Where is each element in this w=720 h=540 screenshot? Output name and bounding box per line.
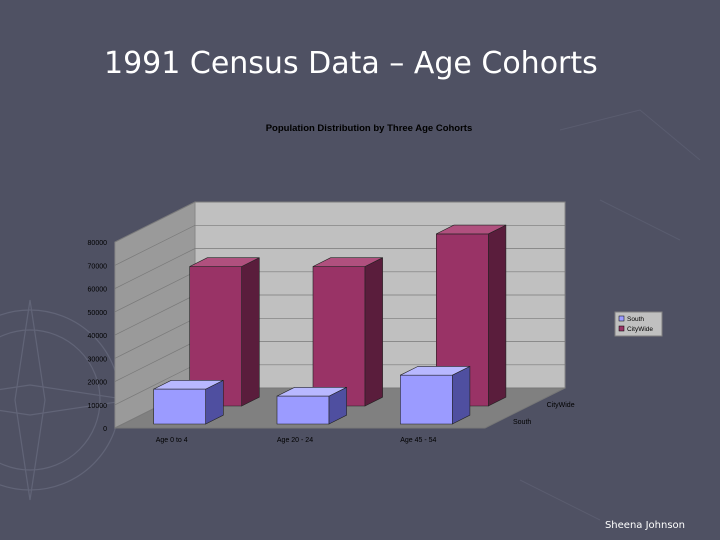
y-tick-label: 10000 (87, 402, 107, 410)
y-tick-label: 40000 (87, 333, 107, 340)
bar-south-1 (154, 380, 224, 424)
legend-swatch (619, 326, 624, 331)
legend (615, 312, 662, 336)
y-tick-label: 80000 (87, 240, 107, 247)
slide-title: 1991 Census Data – Age Cohorts (104, 46, 598, 81)
bar-front-face (400, 375, 452, 424)
x-axis (156, 437, 437, 444)
depth-label: South (513, 419, 532, 426)
x-tick-label: Age 45 - 54 (400, 437, 437, 444)
x-tick-label: Age 20 - 24 (276, 437, 314, 444)
y-tick-label: 60000 (87, 286, 107, 294)
x-tick-label: Age 0 to 4 (155, 437, 188, 444)
footer-author: Sheena Johnson (604, 520, 685, 531)
depth-label: CityWide (546, 402, 575, 410)
bar-side-face (242, 258, 260, 406)
y-tick-label: 70000 (87, 263, 107, 271)
bar-side-face (365, 258, 383, 406)
legend-label: South (627, 316, 644, 323)
legend-swatch (619, 316, 624, 321)
bar-side-face (452, 366, 470, 424)
bar-front-face (154, 389, 206, 424)
legend-label: CityWide (627, 326, 654, 333)
y-tick-label: 30000 (87, 356, 107, 364)
chart-title: Population Distribution by Three Age Cohorts (265, 123, 473, 134)
bar-south-2 (277, 387, 347, 424)
y-axis (88, 240, 108, 433)
y-tick-label: 20000 (87, 379, 107, 387)
bar-citywide-2 (313, 258, 383, 406)
bar-south-3 (400, 366, 470, 424)
y-tick-label: 0 (103, 426, 107, 433)
bar-side-face (488, 225, 506, 406)
bar-front-face (277, 396, 329, 424)
bar-front-face (313, 267, 365, 407)
y-tick-label: 50000 (87, 309, 107, 317)
